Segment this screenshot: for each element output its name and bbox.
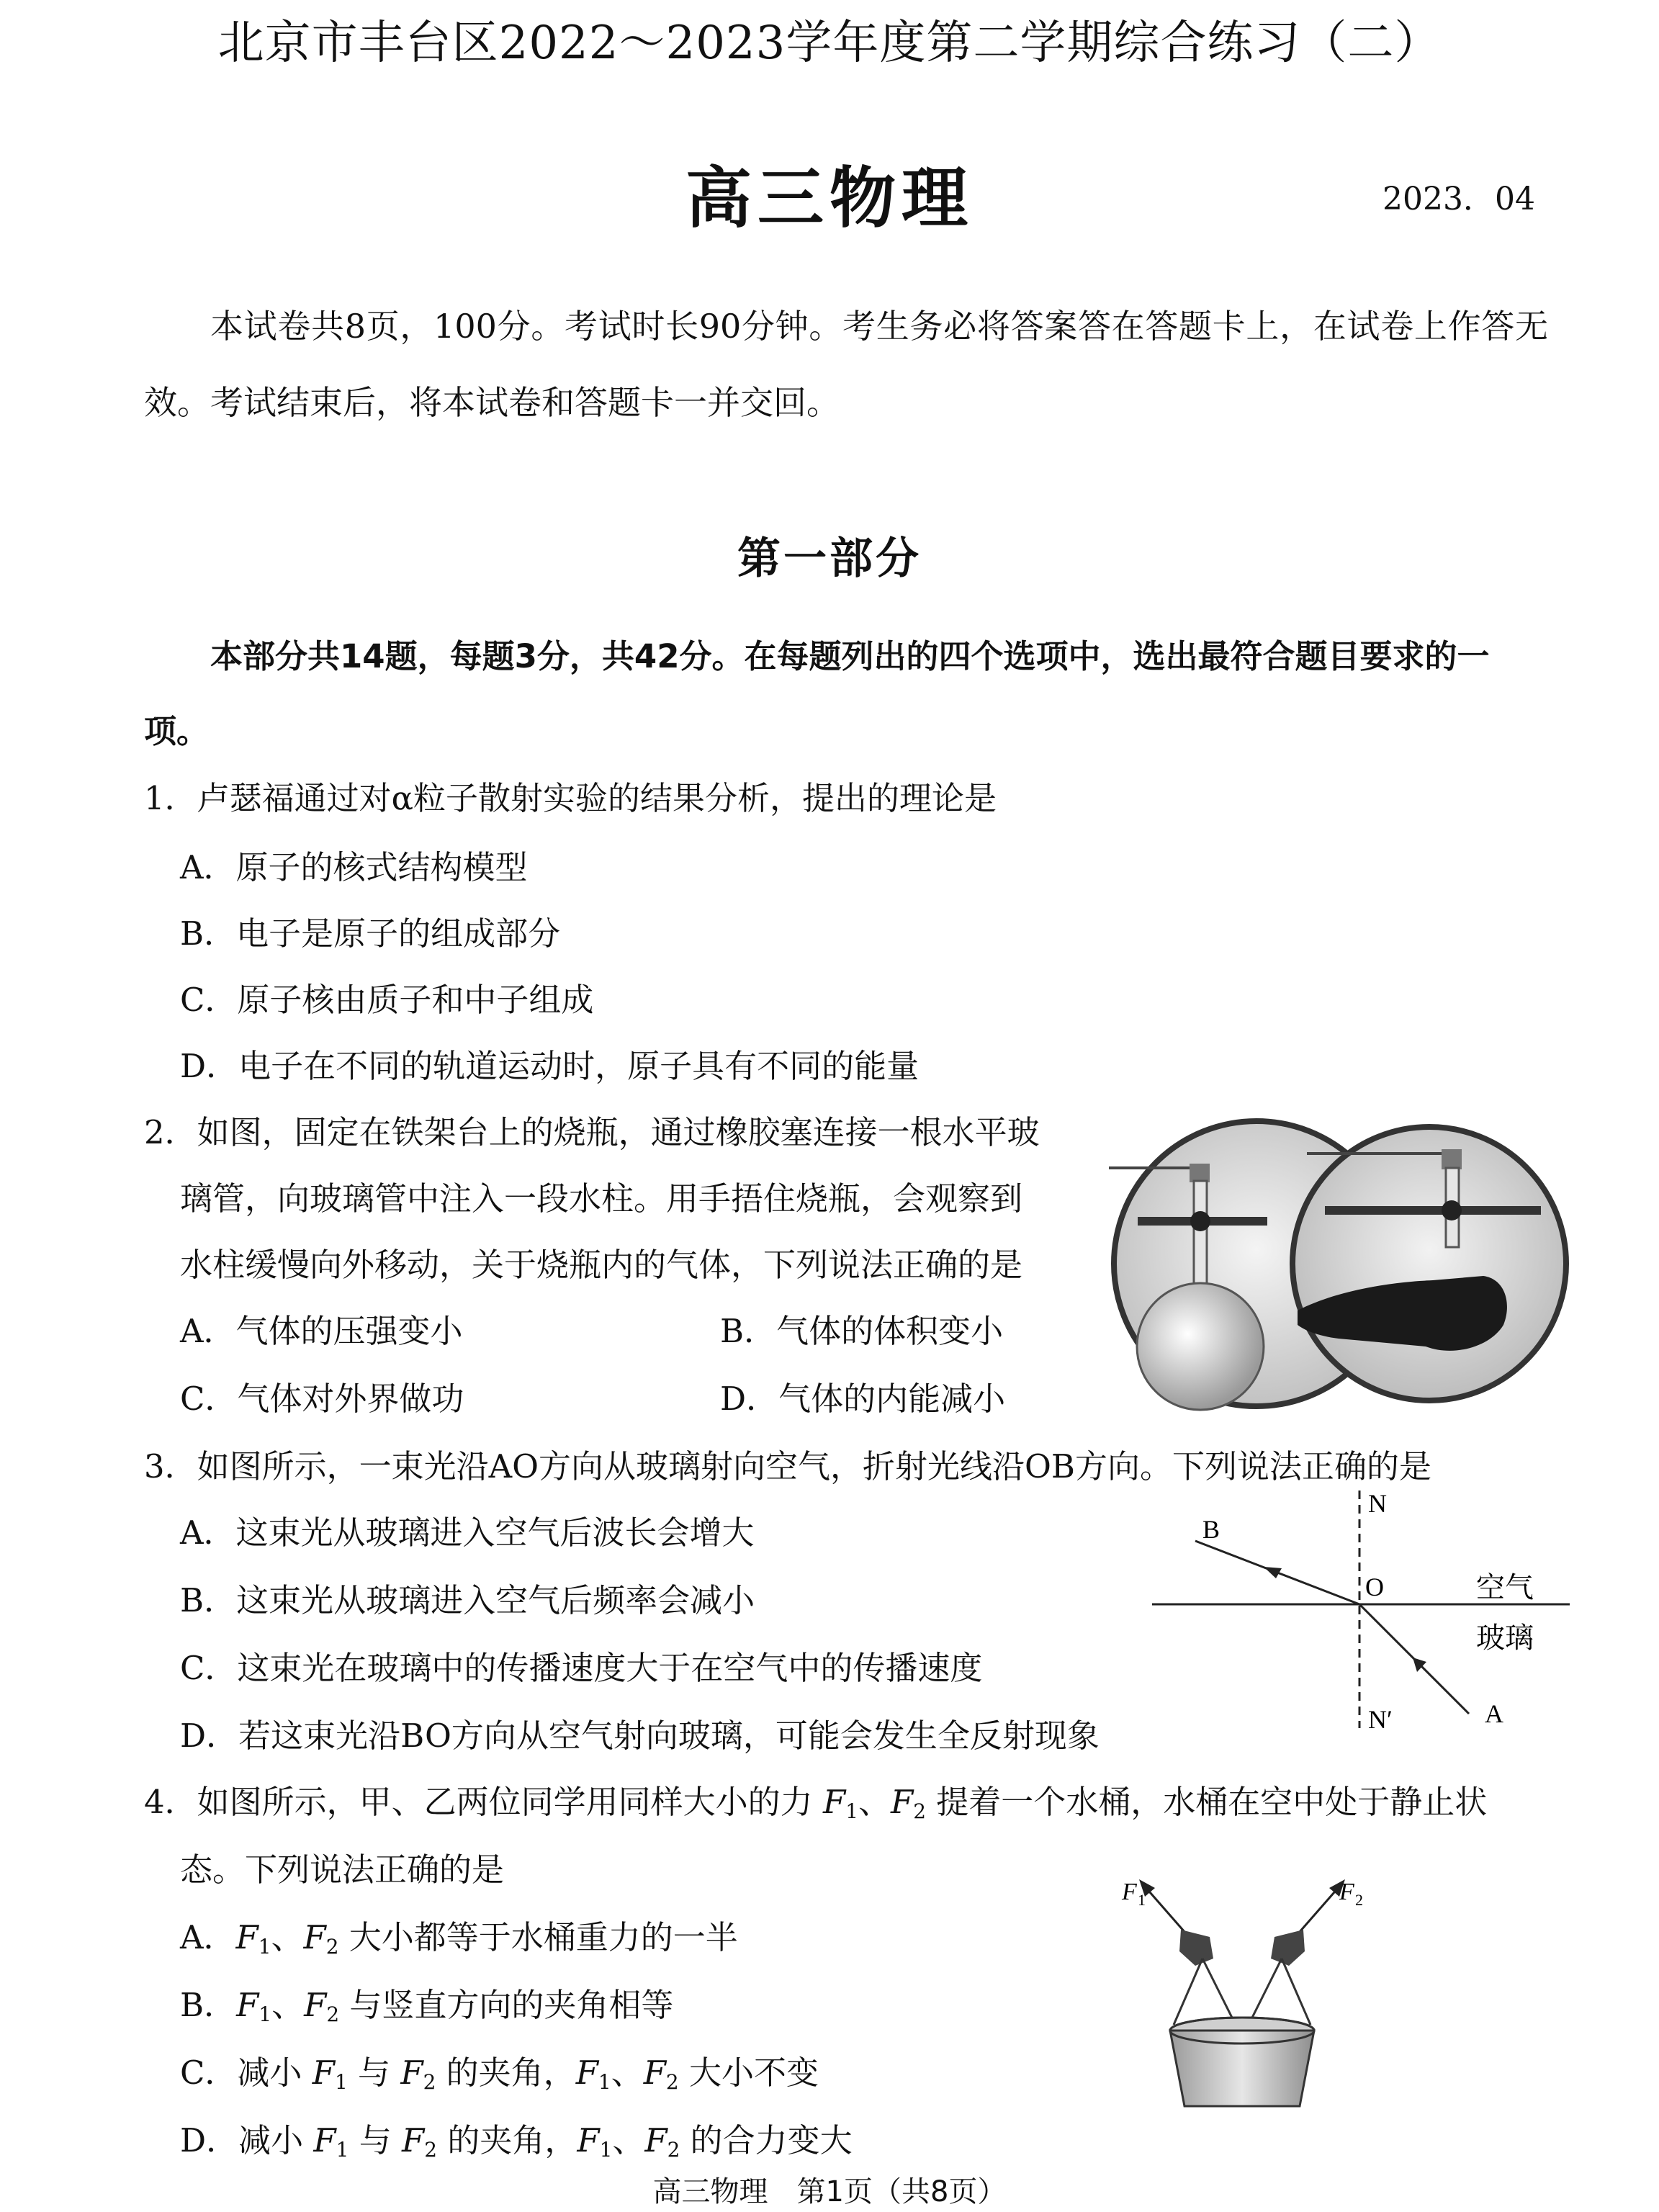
- subscript: 1: [598, 2069, 611, 2094]
- force-symbol: F: [236, 1986, 259, 2024]
- option-text: 大小都等于水桶重力的一半: [349, 1918, 738, 1956]
- option-text: 大小不变: [688, 2054, 819, 2092]
- label-n-prime: N′: [1368, 1705, 1393, 1734]
- label-f: F: [1122, 1879, 1137, 1905]
- bucket-diagram: [1094, 1858, 1397, 2117]
- force-symbol: F: [575, 2054, 598, 2092]
- force-symbol: F: [313, 2121, 336, 2159]
- label-a: A: [1485, 1699, 1503, 1728]
- force-symbol: F: [644, 2121, 667, 2159]
- force-symbol: F: [235, 1918, 258, 1956]
- option-d: D．电子在不同的轨道运动时，原子具有不同的能量: [180, 1047, 920, 1085]
- option-b: B．电子是原子的组成部分: [180, 914, 561, 953]
- option-c: [180, 2046, 819, 2094]
- option-text: 的合力变大: [690, 2121, 853, 2159]
- force-symbol: F: [890, 1783, 914, 1821]
- page-footer: 高三物理 第1页（共8页）: [652, 2175, 1007, 2208]
- option-d: D．气体的内能减小: [720, 1380, 1006, 1418]
- label-air: 空气: [1476, 1571, 1534, 1604]
- force-symbol: F: [402, 2121, 425, 2159]
- subscript: 1: [845, 1799, 858, 1823]
- option-label: A．: [180, 1918, 236, 1956]
- subscript: 2: [667, 2137, 680, 2162]
- label-sub: 1: [1138, 1891, 1146, 1909]
- option-b: B．气体的体积变小: [720, 1312, 1004, 1350]
- stem-text: 4．如图所示，甲、乙两位同学用同样大小的力: [144, 1783, 813, 1821]
- option-label: C．减小: [180, 2054, 302, 2092]
- exam-header: 北京市丰台区2022～2023学年度第二学期综合练习（二）: [217, 17, 1442, 70]
- option-text: 的夹角，: [446, 2054, 576, 2092]
- question-stem-line: 态。下列说法正确的是: [180, 1851, 505, 1889]
- question-stem-line: [144, 1776, 1487, 1823]
- force-symbol: F: [577, 2121, 600, 2159]
- question-stem-line: 璃管，向玻璃管中注入一段水柱。用手捂住烧瓶，会观察到: [180, 1179, 1023, 1218]
- option-text: 与: [359, 2121, 392, 2159]
- exam-instructions: 本试卷共8页，100分。考试时长90分钟。考生务必将答案答在答题卡上，在试卷上作答无效。考试结束后，将本试卷和答题卡一并交回。: [144, 307, 1548, 422]
- separator: 、: [612, 2121, 645, 2159]
- question-stem: 3．如图所示，一束光沿AO方向从玻璃射向空气，折射光线沿OB方向。下列说法正确的是: [144, 1447, 1431, 1485]
- force-symbol: F: [303, 1918, 326, 1956]
- option-text: 的夹角，: [447, 2121, 577, 2159]
- option-text: 与竖直方向的夹角相等: [349, 1986, 674, 2024]
- option-d: [180, 2114, 853, 2162]
- label-sub: 2: [1355, 1891, 1363, 1909]
- force-symbol: F: [304, 1986, 327, 2024]
- stem-text: 提着一个水桶，水桶在空中处于静止状: [936, 1783, 1488, 1821]
- option-a: A．气体的压强变小: [180, 1312, 463, 1350]
- page-title: 高三物理: [685, 160, 974, 237]
- separator: 、: [271, 1986, 305, 2024]
- separator: 、: [271, 1918, 304, 1956]
- exam-date: 2023．04: [1382, 181, 1535, 217]
- label-f: F: [1339, 1879, 1354, 1905]
- subscript: 1: [336, 2137, 349, 2162]
- force-symbol: F: [643, 2054, 666, 2092]
- option-a: A．原子的核式结构模型: [180, 848, 528, 886]
- label-n: N: [1368, 1489, 1387, 1518]
- subscript: 1: [334, 2069, 348, 2094]
- option-d: D．若这束光沿BO方向从空气射向玻璃，可能会发生全反射现象: [180, 1717, 1100, 1755]
- question-stem-line: 水柱缓慢向外移动，关于烧瓶内的气体，下列说法正确的是: [180, 1246, 1023, 1284]
- option-label: B．: [180, 1986, 237, 2024]
- label-glass: 玻璃: [1476, 1622, 1534, 1655]
- subscript: 1: [599, 2137, 613, 2162]
- option-label: D．减小: [180, 2121, 304, 2159]
- label-o: O: [1365, 1573, 1384, 1601]
- subscript: 1: [258, 2002, 272, 2026]
- part-instructions: 本部分共14题，每题3分，共42分。在每题列出的四个选项中，选出最符合题目要求的一项。: [144, 637, 1490, 750]
- separator: 、: [611, 2054, 644, 2092]
- force-symbol: F: [312, 2054, 335, 2092]
- flask-illustration: [1109, 1109, 1570, 1426]
- option-a: A．这束光从玻璃进入空气后波长会增大: [180, 1514, 755, 1552]
- subscript: 2: [326, 2002, 340, 2026]
- subscript: 2: [424, 2137, 438, 2162]
- option-text: 与: [358, 2054, 391, 2092]
- option-b: B．这束光从玻璃进入空气后频率会减小: [180, 1581, 755, 1619]
- label-b: B: [1202, 1515, 1220, 1544]
- option-c: C．原子核由质子和中子组成: [180, 981, 594, 1019]
- subscript: 2: [913, 1799, 926, 1823]
- option-c: C．这束光在玻璃中的传播速度大于在空气中的传播速度: [180, 1649, 983, 1687]
- question-stem: 1．卢瑟福通过对α粒子散射实验的结果分析，提出的理论是: [144, 779, 997, 817]
- subscript: 1: [258, 1934, 271, 1959]
- subscript: 2: [325, 1934, 339, 1959]
- option-a: [180, 1911, 738, 1959]
- force-symbol: F: [822, 1783, 846, 1821]
- option-b: [180, 1979, 673, 2026]
- option-c: C．气体对外界做功: [180, 1380, 464, 1418]
- subscript: 2: [665, 2069, 679, 2094]
- refraction-diagram: [1152, 1483, 1570, 1743]
- question-stem-line: 2．如图，固定在铁架台上的烧瓶，通过橡胶塞连接一根水平玻: [144, 1113, 1040, 1151]
- force-symbol: F: [400, 2054, 423, 2092]
- part-title: 第一部分: [737, 534, 922, 584]
- subscript: 2: [423, 2069, 436, 2094]
- separator: 、: [858, 1783, 891, 1821]
